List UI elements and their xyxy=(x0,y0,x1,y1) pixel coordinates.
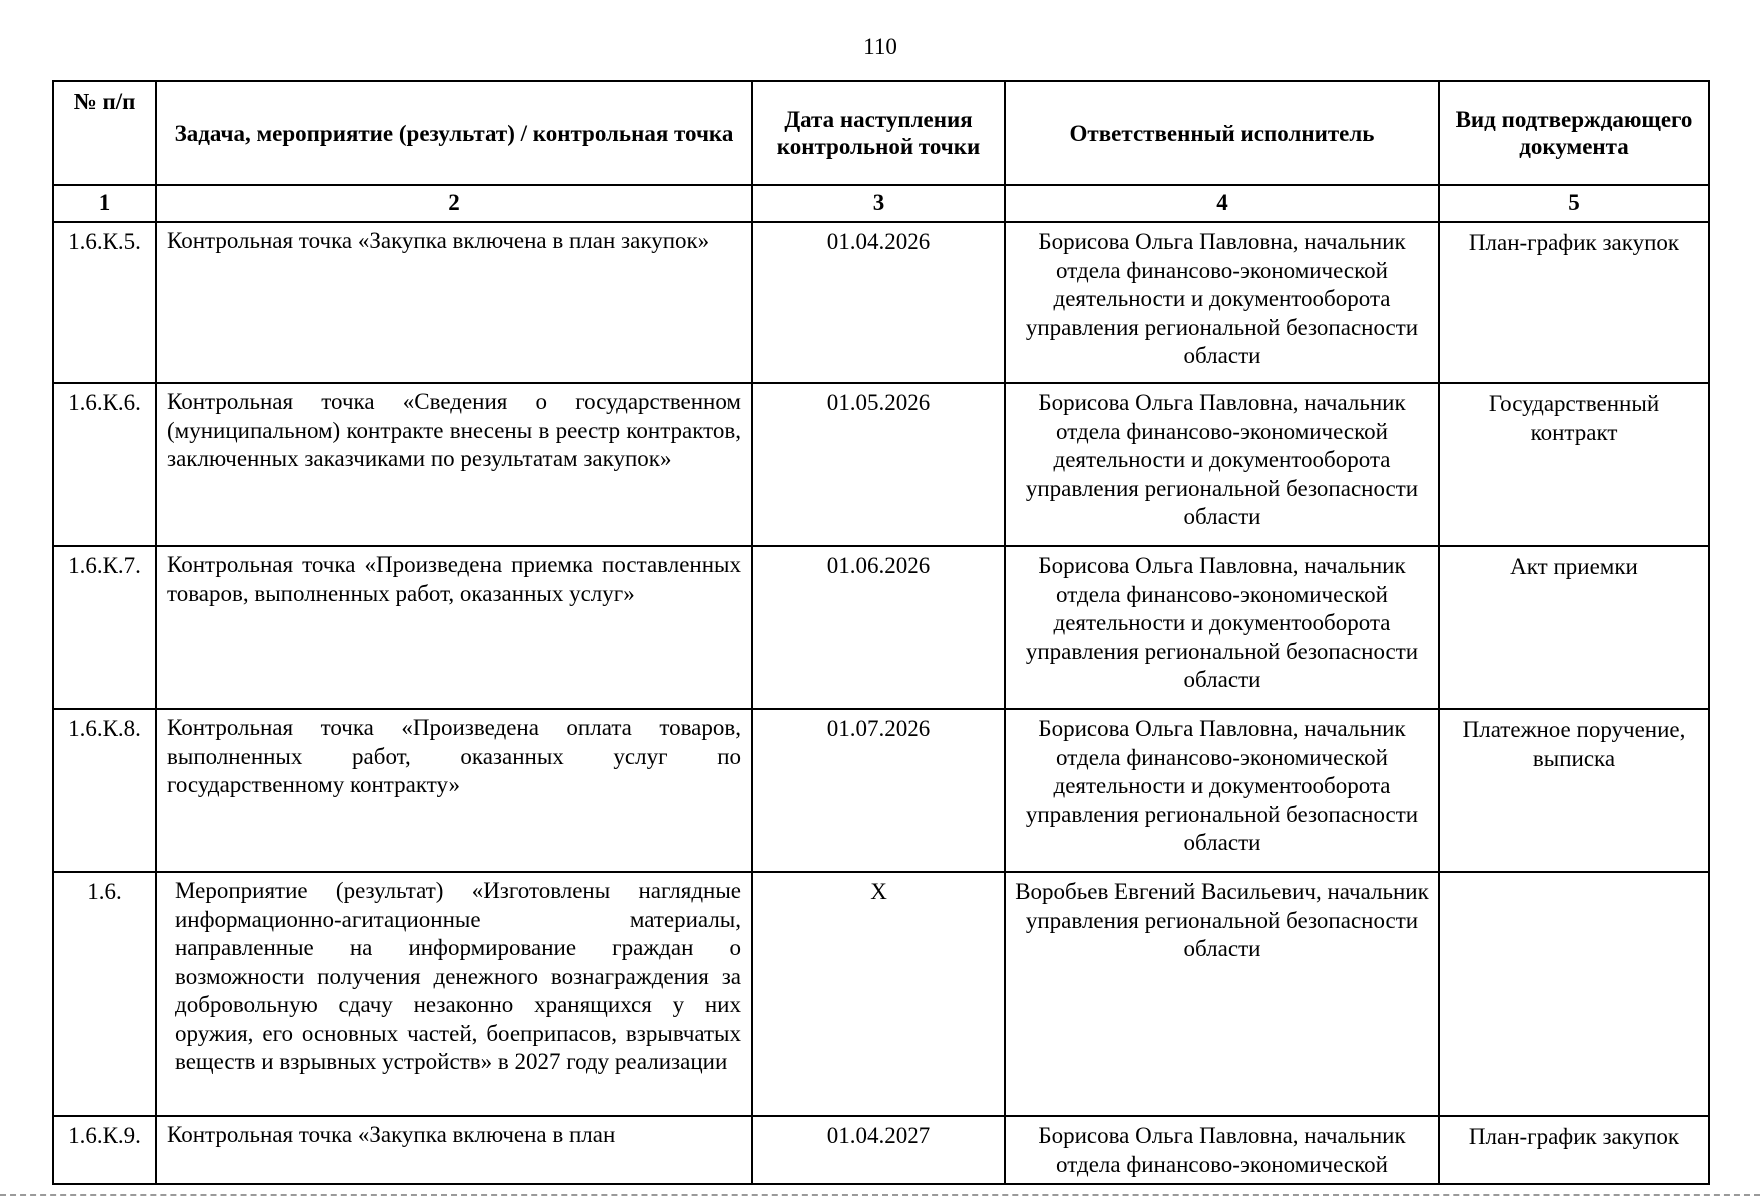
row-responsible: Воробьев Евгений Васильевич, начальник управления региональной безопасности области xyxy=(1005,872,1439,1116)
row-number: 1.6.К.5. xyxy=(53,222,156,383)
row-date: 01.04.2027 xyxy=(752,1116,1005,1184)
row-task: Мероприятие (результат) «Изготовлены наглядные информационно-агитационные материалы, направленные на информирование граждан о возможности получения денежного вознаграждения за добровольную сдачу незаконно хранящихся у них оружия, его основных частей, боеприпасов, взрывчатых веществ и взрывных устройств» в 2027 году реализации xyxy=(156,872,752,1116)
row-number: 1.6. xyxy=(53,872,156,1116)
table-row xyxy=(53,1116,1709,1184)
column-index: 3 xyxy=(752,185,1005,222)
row-number: 1.6.К.7. xyxy=(53,546,156,709)
row-responsible: Борисова Ольга Павловна, начальник отдела финансово-экономической деятельности и документооборота управления региональной безопасности области xyxy=(1005,546,1439,709)
page-bottom-rule xyxy=(0,1194,1760,1196)
row-responsible: Борисова Ольга Павловна, начальник отдела финансово-экономической деятельности и документооборота управления региональной безопасности области xyxy=(1005,709,1439,872)
row-task: Контрольная точка «Закупка включена в план закупок» xyxy=(156,222,752,383)
control-points-table xyxy=(52,80,1710,1185)
row-task: Контрольная точка «Произведена приемка поставленных товаров, выполненных работ, оказанных услуг» xyxy=(156,546,752,709)
row-date: Х xyxy=(752,872,1005,1116)
row-task: Контрольная точка «Сведения о государственном (муниципальном) контракте внесены в реестр контрактов, заключенных заказчиками по результатам закупок» xyxy=(156,383,752,546)
column-index: 5 xyxy=(1439,185,1709,222)
row-document: План-график закупок xyxy=(1439,1116,1709,1184)
table-row xyxy=(53,872,1709,1116)
row-document: План-график закупок xyxy=(1439,222,1709,383)
row-date: 01.05.2026 xyxy=(752,383,1005,546)
column-index: 1 xyxy=(53,185,156,222)
table-row xyxy=(53,709,1709,872)
row-number: 1.6.К.6. xyxy=(53,383,156,546)
header-task: Задача, мероприятие (результат) / контрольная точка xyxy=(156,81,752,185)
row-number: 1.6.К.9. xyxy=(53,1116,156,1184)
column-index: 4 xyxy=(1005,185,1439,222)
row-document: Платежное поручение, выписка xyxy=(1439,709,1709,872)
table-row xyxy=(53,546,1709,709)
row-responsible: Борисова Ольга Павловна, начальник отдела финансово-экономической xyxy=(1005,1116,1439,1184)
column-index-row xyxy=(53,185,1709,222)
page-number: 110 xyxy=(863,34,897,59)
row-document xyxy=(1439,872,1709,1116)
row-task: Контрольная точка «Произведена оплата товаров, выполненных работ, оказанных услуг по государственному контракту» xyxy=(156,709,752,872)
header-num: № п/п xyxy=(53,81,156,185)
table-row xyxy=(53,383,1709,546)
row-document: Государственный контракт xyxy=(1439,383,1709,546)
row-date: 01.04.2026 xyxy=(752,222,1005,383)
header-responsible: Ответственный исполнитель xyxy=(1005,81,1439,185)
table-row xyxy=(53,222,1709,383)
row-responsible: Борисова Ольга Павловна, начальник отдела финансово-экономической деятельности и документооборота управления региональной безопасности области xyxy=(1005,222,1439,383)
row-number: 1.6.К.8. xyxy=(53,709,156,872)
row-date: 01.06.2026 xyxy=(752,546,1005,709)
row-document: Акт приемки xyxy=(1439,546,1709,709)
row-date: 01.07.2026 xyxy=(752,709,1005,872)
header-document: Вид подтверждающего документа xyxy=(1439,81,1709,185)
row-responsible: Борисова Ольга Павловна, начальник отдела финансово-экономической деятельности и документооборота управления региональной безопасности области xyxy=(1005,383,1439,546)
column-index: 2 xyxy=(156,185,752,222)
header-date: Дата наступления контрольной точки xyxy=(752,81,1005,185)
header-row xyxy=(53,81,1709,185)
row-task: Контрольная точка «Закупка включена в план xyxy=(156,1116,752,1184)
